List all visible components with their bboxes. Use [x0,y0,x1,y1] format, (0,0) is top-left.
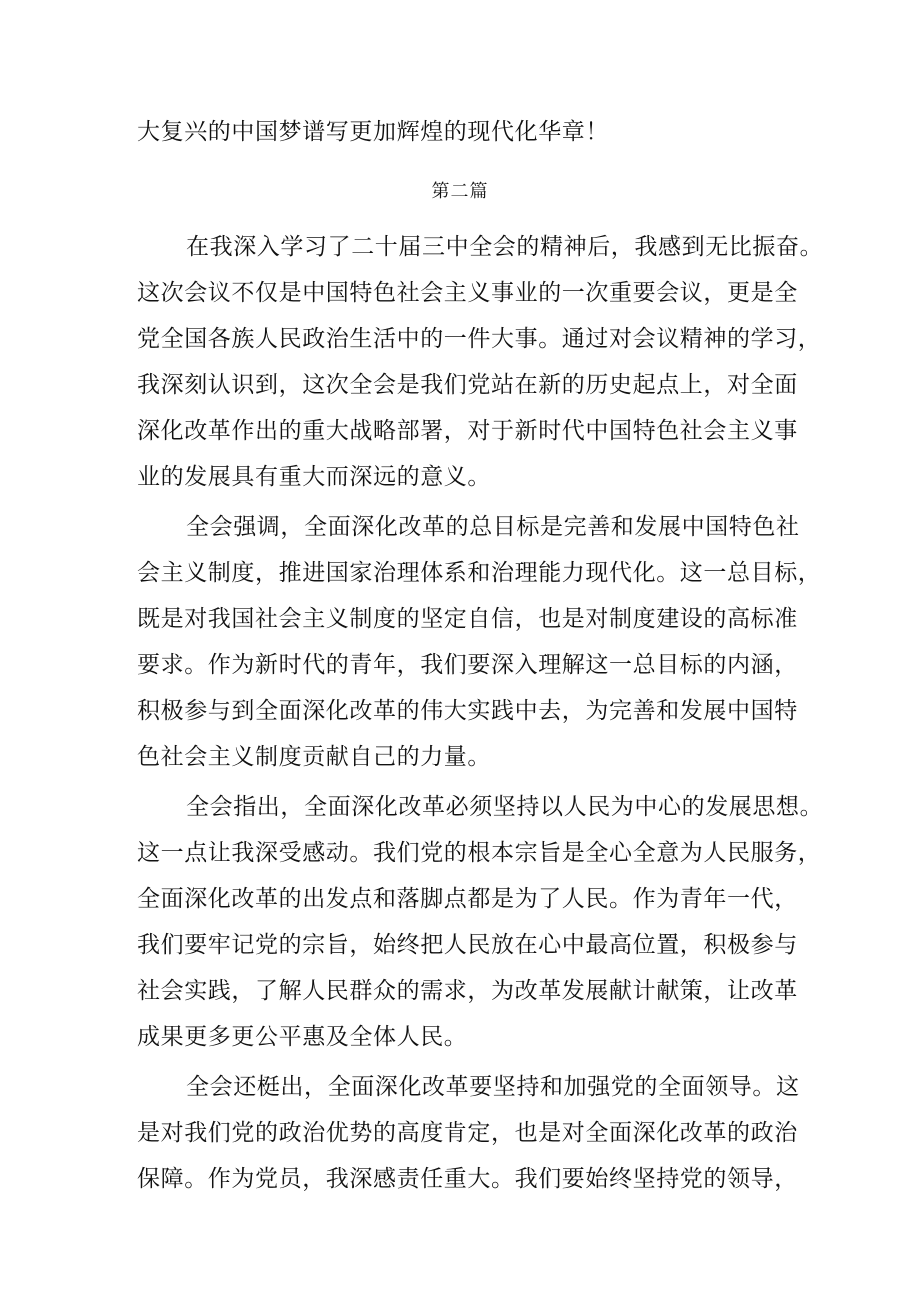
paragraph-line: 全面深化改革的出发点和落脚点都是为了人民。作为青年一代， [137,886,798,912]
paragraph-line: 全会强调，全面深化改革的总目标是完善和发展中国特色社 [186,514,800,540]
paragraph-line: 会主义制度，推进国家治理体系和治理能力现代化。这一总目标， [137,560,822,586]
paragraph-line: 全会指出，全面深化改革必须坚持以人民为中心的发展思想。 [186,794,824,820]
paragraph-line: 全会还梃出，全面深化改革要坚持和加强党的全面领导。这 [186,1074,800,1100]
paragraph-line: 这次会议不仅是中国特色社会主义事业的一次重要会议，更是全 [137,280,798,306]
paragraph-line: 社会实践，了解人民群众的需求，为改革发展献计献策，让改革 [137,978,798,1004]
intro-tail-line: 大复兴的中国梦谱写更加辉煌的现代化华章！ [137,119,609,145]
paragraph-line: 在我深入学习了二十届三中全会的精神后，我感到无比振奋。 [186,234,824,260]
paragraph-line: 成果更多更公平惠及全体人民。 [137,1024,468,1050]
paragraph-line: 党全国各族人民政治生活中的一件大事。通过对会议精神的学习， [137,326,822,352]
paragraph-line: 我深刻认识到，这次全会是我们党站在新的历史起点上，对全面 [137,372,798,398]
paragraph-line: 是对我们党的政治优势的高度肯定，也是对全面深化改革的政治 [137,1120,798,1146]
paragraph-line: 积极参与到全面深化改革的伟大实践中去，为完善和发展中国特 [137,698,798,724]
paragraph-line: 业的发展具有重大而深远的意义。 [137,464,491,490]
paragraph-line: 深化改革作出的重大战略部署，对于新时代中国特色社会主义事 [137,418,798,444]
paragraph-line: 保障。作为党员，我深感责任重大。我们要始终坚持党的领导， [137,1166,798,1192]
section-heading: 第二篇 [431,181,489,202]
paragraph-line: 我们要牢记党的宗旨，始终把人民放在心中最高位置，积极参与 [137,932,798,958]
paragraph-line: 色社会主义制度贡献自己的力量。 [137,744,491,770]
paragraph-line: 要求。作为新时代的青年，我们要深入理解这一总目标的内涵， [137,652,798,678]
paragraph-line: 既是对我国社会主义制度的坚定自信，也是对制度建设的高标准 [137,606,798,632]
paragraph-line: 这一点让我深受感动。我们党的根本宗旨是全心全意为人民服务， [137,840,822,866]
